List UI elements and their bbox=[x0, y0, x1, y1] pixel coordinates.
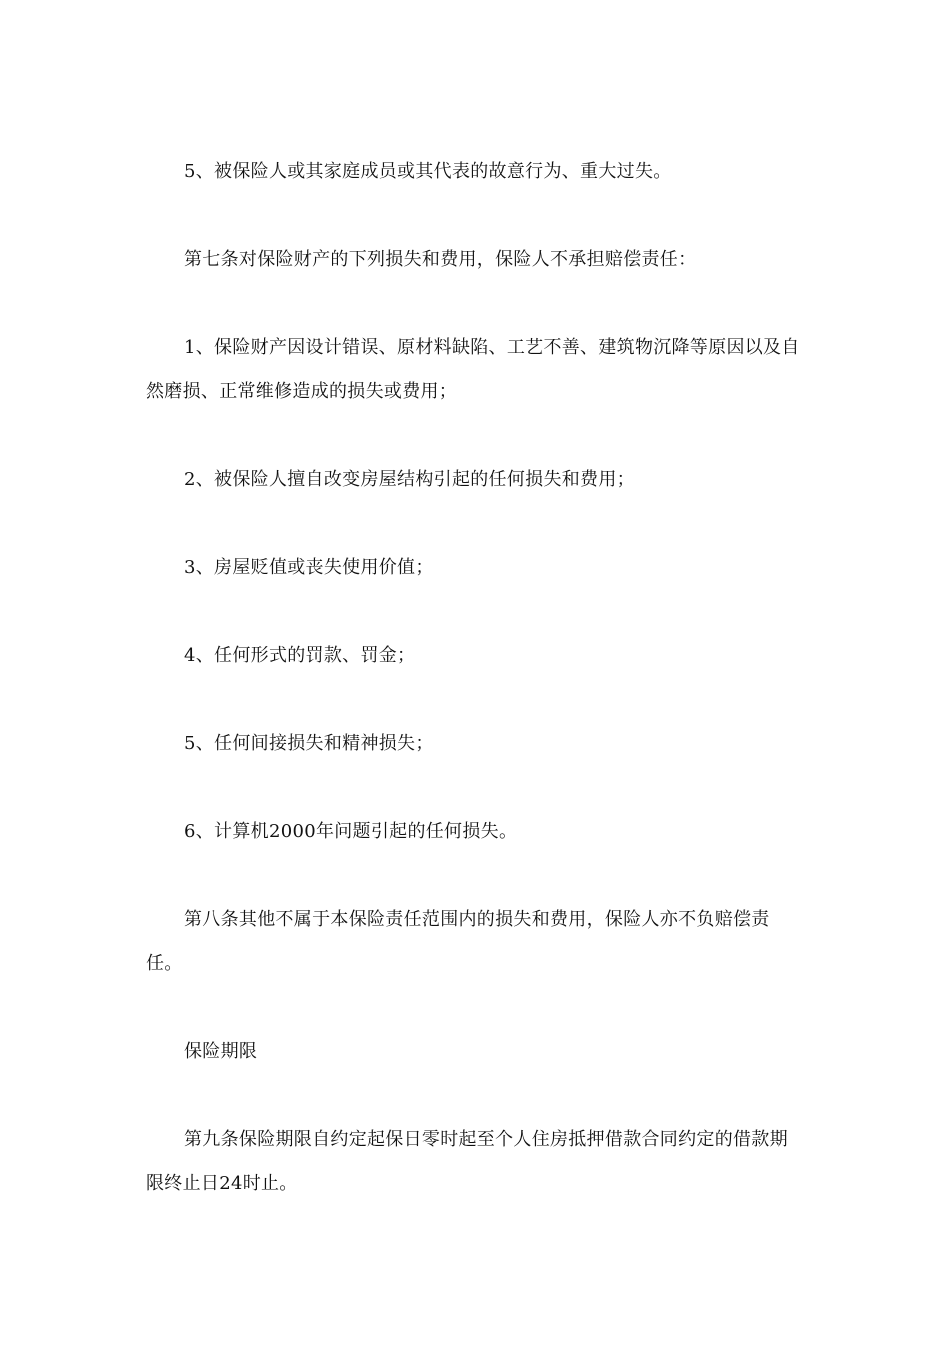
paragraph-item-1-design-defects: 1、保险财产因设计错误、原材料缺陷、工艺不善、建筑物沉降等原因以及自然磨损、正常维修造成的损失或费用； bbox=[146, 337, 800, 402]
paragraph-article-9: 第九条保险期限自约定起保日零时起至个人住房抵押借款合同约定的借款期限终止日24时止。 bbox=[146, 1129, 788, 1194]
paragraph-item-5-intentional-acts: 5、被保险人或其家庭成员或其代表的故意行为、重大过失。 bbox=[184, 161, 672, 182]
paragraph-item-6-y2k: 6、计算机2000年问题引起的任何损失。 bbox=[184, 821, 518, 842]
paragraph-item-4-fines: 4、任何形式的罚款、罚金； bbox=[184, 645, 416, 666]
paragraph-item-2-structure-change: 2、被保险人擅自改变房屋结构引起的任何损失和费用； bbox=[184, 469, 635, 490]
paragraph-article-8: 第八条其他不属于本保险责任范围内的损失和费用，保险人亦不负赔偿责任。 bbox=[146, 909, 770, 974]
section-heading-insurance-period: 保险期限 bbox=[184, 1041, 258, 1062]
paragraph-article-7: 第七条对保险财产的下列损失和费用，保险人不承担赔偿责任： bbox=[184, 249, 697, 270]
paragraph-item-3-depreciation: 3、房屋贬值或丧失使用价值； bbox=[184, 557, 434, 578]
paragraph-item-5-indirect-loss: 5、任何间接损失和精神损失； bbox=[184, 733, 434, 754]
